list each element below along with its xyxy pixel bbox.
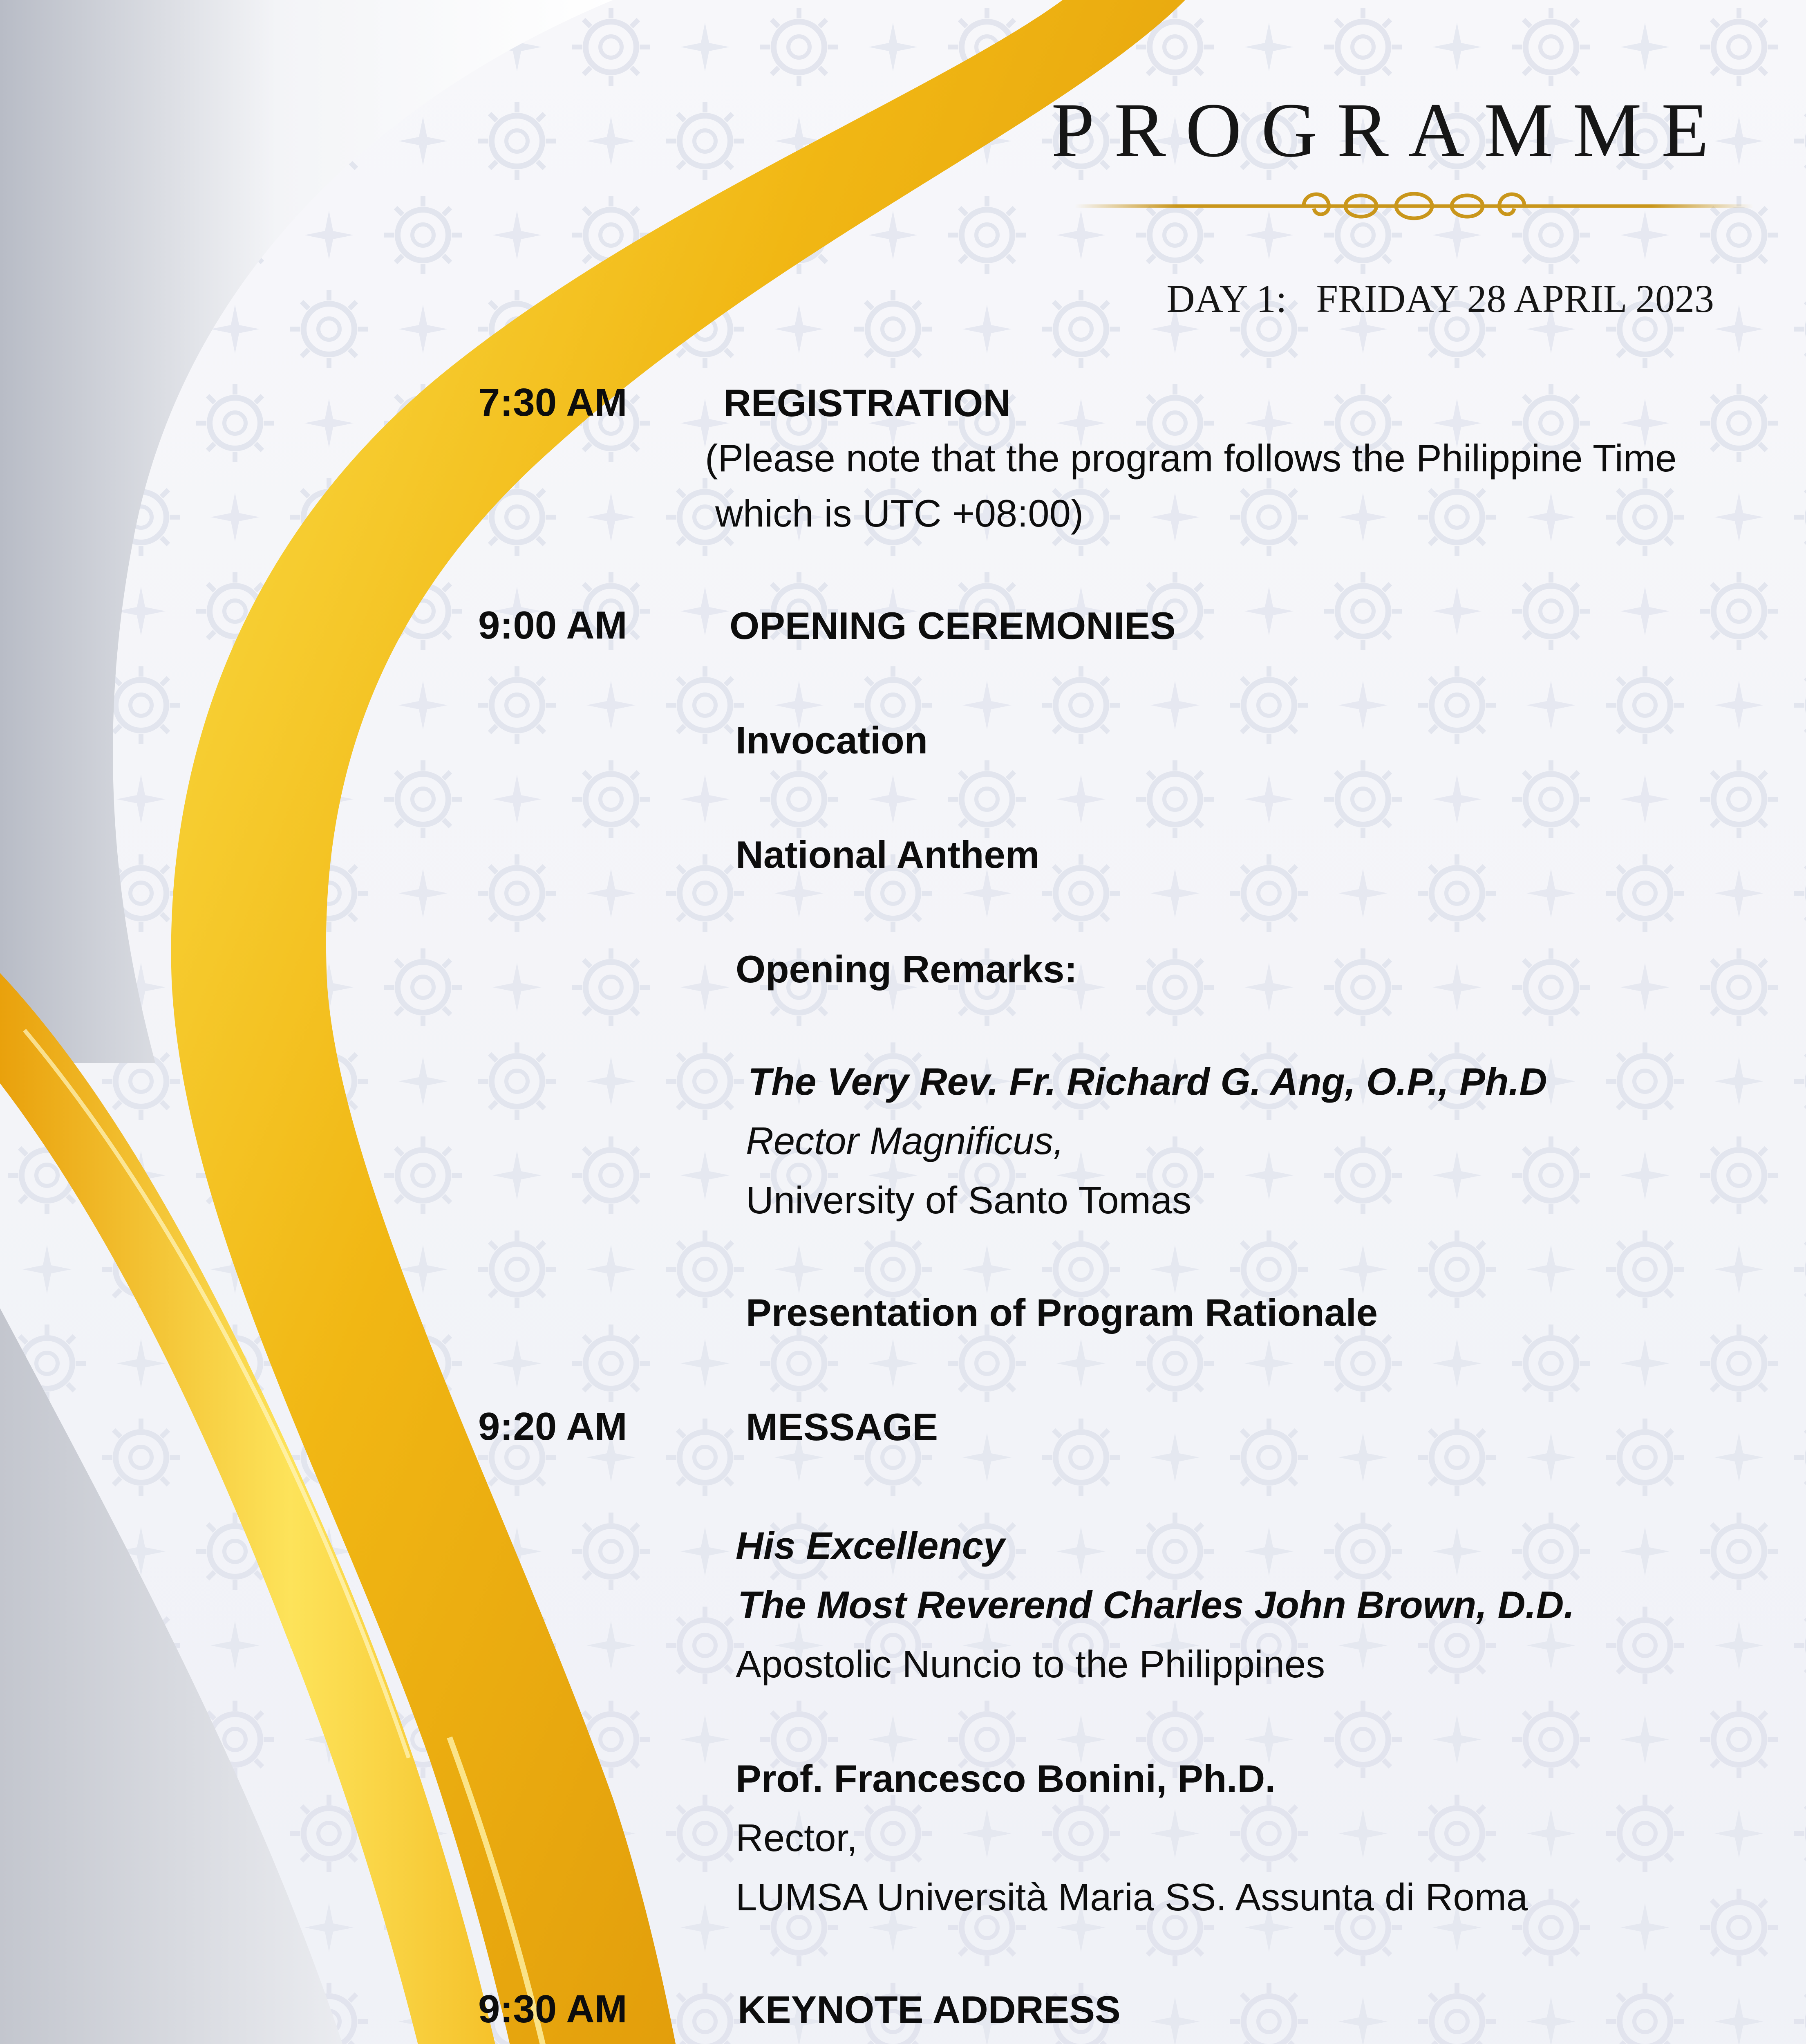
gold-flourish-divider bbox=[1075, 180, 1753, 233]
page-title: PROGRAMME bbox=[1051, 87, 1728, 173]
opening-speaker-name: The Very Rev. Fr. Richard G. Ang, O.P., Ph.D bbox=[748, 1060, 1547, 1103]
invocation: Invocation bbox=[736, 719, 928, 762]
time-registration: 7:30 AM bbox=[478, 381, 627, 424]
time-opening: 9:00 AM bbox=[478, 603, 627, 647]
message-speaker1-honorific: His Excellency bbox=[736, 1524, 1005, 1567]
registration-title: REGISTRATION bbox=[723, 381, 1011, 424]
keynote-title: KEYNOTE ADDRESS bbox=[738, 1988, 1121, 2031]
day-label: DAY 1: bbox=[1166, 277, 1287, 320]
program-rationale: Presentation of Program Rationale bbox=[746, 1291, 1378, 1334]
time-keynote: 9:30 AM bbox=[478, 1987, 627, 2031]
opening-title: OPENING CEREMONIES bbox=[730, 604, 1176, 647]
time-message: 9:20 AM bbox=[478, 1405, 627, 1448]
message-speaker1-role: Apostolic Nuncio to the Philippines bbox=[736, 1643, 1325, 1685]
message-speaker2-name: Prof. Francesco Bonini, Ph.D. bbox=[736, 1757, 1276, 1800]
event-date: FRIDAY 28 APRIL 2023 bbox=[1316, 277, 1714, 320]
opening-remarks: Opening Remarks: bbox=[736, 948, 1077, 991]
national-anthem: National Anthem bbox=[736, 833, 1040, 876]
registration-note-line2: which is UTC +08:00) bbox=[715, 492, 1084, 535]
opening-speaker-role: Rector Magnificus, bbox=[746, 1119, 1064, 1162]
day-date-line bbox=[1166, 276, 1714, 321]
message-speaker2-role: Rector, bbox=[736, 1816, 857, 1859]
opening-speaker-org: University of Santo Tomas bbox=[746, 1179, 1192, 1221]
message-title: MESSAGE bbox=[746, 1405, 938, 1448]
message-speaker1-name: The Most Reverend Charles John Brown, D.D. bbox=[738, 1583, 1575, 1626]
message-speaker2-org: LUMSA Università Maria SS. Assunta di Roma bbox=[736, 1876, 1528, 1918]
registration-note-line1: (Please note that the program follows the Philippine Time bbox=[705, 437, 1677, 480]
